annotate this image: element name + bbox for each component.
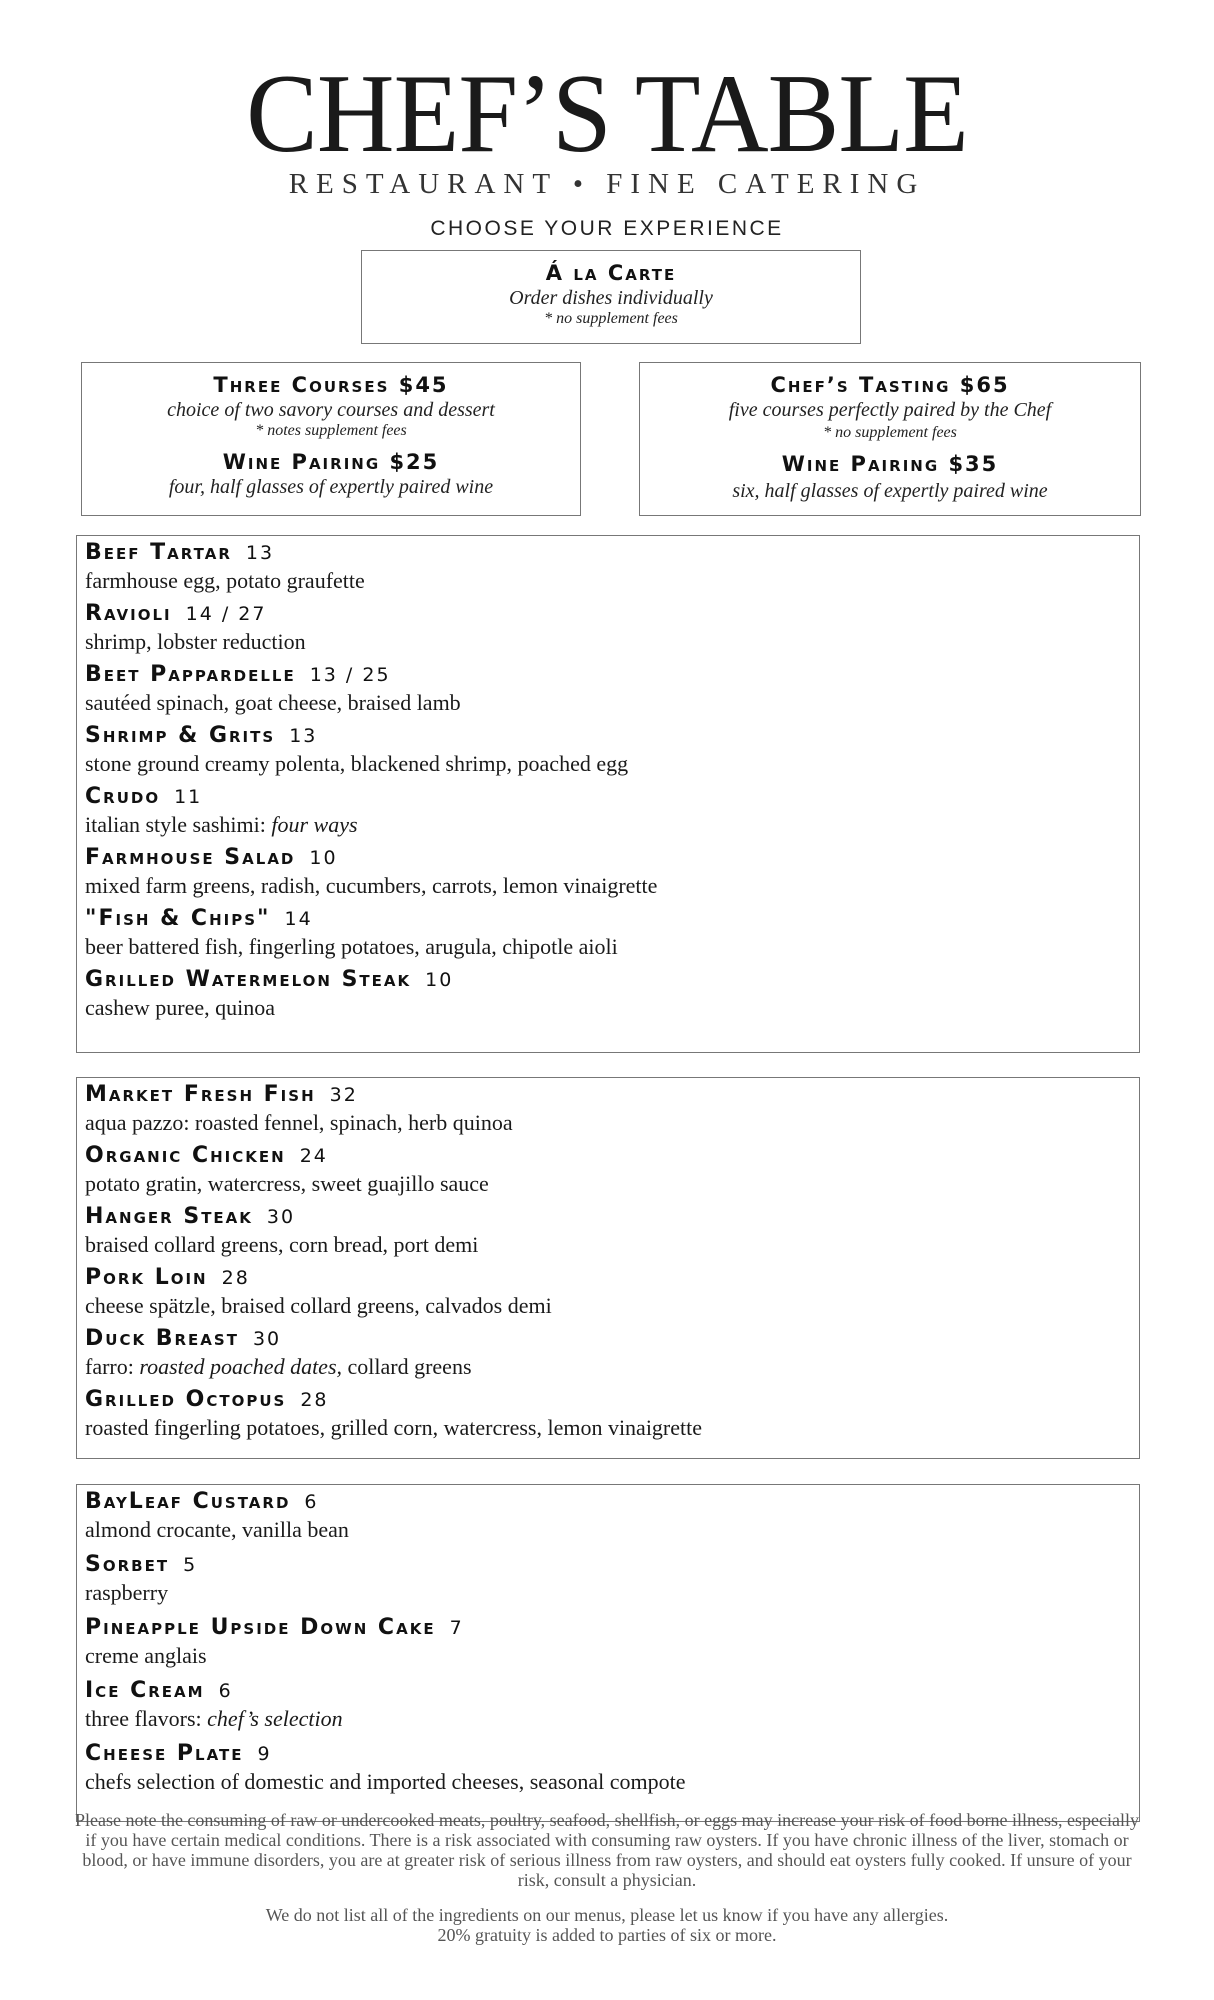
menu-item-price: 7 <box>449 1617 464 1639</box>
menu-item <box>85 1143 1131 1198</box>
menu-item-header <box>85 1204 1131 1230</box>
menu-item-price: 14 <box>284 908 313 930</box>
menu-item <box>85 1678 1131 1733</box>
menu-item-header <box>85 662 1131 688</box>
food-safety-disclaimer: Please note the consuming of raw or undercooked meats, poultry, seafood, shellfish, or eggs may increase your risk of food borne illness, especially if you have certain medical conditions. There is a risk associated with consuming raw oysters. If you have chronic illness of the liver, stomach or blood, or have immune disorders, you are at greater risk of serious illness from raw oysters, and should eat oysters fully cooked. If unsure of your risk, consult a physician. <box>74 1810 1140 1890</box>
menu-item-description-text: cashew puree, quinoa <box>85 995 275 1020</box>
restaurant-logo: CHEF’S TABLE <box>246 52 968 176</box>
menu-item-header <box>85 906 1131 932</box>
menu-item-description <box>85 566 1131 595</box>
chefs-tasting-desc: five courses perfectly paired by the Chef <box>728 399 1052 421</box>
menu-item-name: Market Fresh Fish <box>85 1082 316 1107</box>
menu-item-name: Sorbet <box>85 1552 170 1577</box>
menu-item <box>85 1615 1131 1670</box>
starters-section <box>76 535 1140 1053</box>
menu-item-name: Beet Pappardelle <box>85 662 296 687</box>
menu-item-description <box>85 1704 1131 1733</box>
menu-item-header <box>85 1678 1131 1704</box>
menu-item-description-text: potato gratin, watercress, sweet guajillo sauce <box>85 1171 489 1196</box>
starters-list <box>85 540 1131 1022</box>
menu-item-price: 10 <box>309 847 338 869</box>
menu-item-description <box>85 932 1131 961</box>
menu-item-description-text: creme anglais <box>85 1643 207 1668</box>
gratuity-note: 20% gratuity is added to parties of six or more. <box>437 1925 777 1945</box>
three-courses-wine-title: Wine Pairing $25 <box>222 450 440 474</box>
menu-item-description-text: sautéed spinach, goat cheese, braised lamb <box>85 690 461 715</box>
menu-item-price: 5 <box>183 1554 198 1576</box>
menu-item-price: 9 <box>257 1743 272 1765</box>
menu-item-header <box>85 784 1131 810</box>
menu-item-header <box>85 723 1131 749</box>
menu-item-header <box>85 1143 1131 1169</box>
menu-item-description <box>85 1169 1131 1198</box>
menu-item-header <box>85 540 1131 566</box>
chefs-tasting-note: * no supplement fees <box>823 424 957 441</box>
menu-item-price: 10 <box>425 969 454 991</box>
menu-item-description <box>85 1108 1131 1137</box>
menu-item-description <box>85 1352 1131 1381</box>
alacarte-title: Á la Carte <box>545 261 677 285</box>
menu-item-description <box>85 1230 1131 1259</box>
menu-item-description-italic: roasted poached dates, <box>139 1354 343 1379</box>
menu-item-header <box>85 1326 1131 1352</box>
menu-item-header <box>85 1082 1131 1108</box>
alacarte-box <box>361 250 861 344</box>
menu-item-price: 30 <box>252 1328 282 1350</box>
menu-item-description <box>85 1641 1131 1670</box>
menu-item <box>85 601 1131 656</box>
menu-item-name: Farmhouse Salad <box>85 845 296 870</box>
menu-item-price: 13 <box>245 542 275 564</box>
three-courses-desc: choice of two savory courses and dessert <box>167 399 495 421</box>
three-courses-note: * notes supplement fees <box>255 422 407 439</box>
menu-item-description-text: shrimp, lobster reduction <box>85 629 306 654</box>
menu-item-name: "Fish & Chips" <box>85 906 271 931</box>
menu-item-description-text: almond crocante, vanilla bean <box>85 1517 349 1542</box>
menu-item-description <box>85 1578 1131 1607</box>
menu-item-header <box>85 1615 1131 1641</box>
menu-item <box>85 1082 1131 1137</box>
menu-item-price: 6 <box>304 1491 319 1513</box>
menu-item <box>85 662 1131 717</box>
menu-item-description-text: beer battered fish, fingerling potatoes, arugula, chipotle aioli <box>85 934 618 959</box>
chefs-tasting-wine-desc: six, half glasses of expertly paired wine <box>732 480 1048 502</box>
menu-item-description-text: cheese spätzle, braised collard greens, calvados demi <box>85 1293 552 1318</box>
menu-item-description-text: roasted fingerling potatoes, grilled corn, watercress, lemon vinaigrette <box>85 1415 703 1440</box>
menu-item <box>85 1552 1131 1607</box>
menu-item-description-italic: chef’s selection <box>207 1706 343 1731</box>
menu-item-description <box>85 871 1131 900</box>
menu-item-header <box>85 1265 1131 1291</box>
menu-item-header <box>85 601 1131 627</box>
chefs-tasting-title: Chef’s Tasting $65 <box>770 373 1010 397</box>
menu-item-price: 11 <box>174 786 203 808</box>
menu-item-header <box>85 1552 1131 1578</box>
allergy-note: We do not list all of the ingredients on our menus, please let us know if you have any allergies. <box>265 1905 949 1925</box>
menu-item-description-text: raspberry <box>85 1580 169 1605</box>
menu-item-name: Pineapple Upside Down Cake <box>85 1615 436 1640</box>
menu-item-description-text: italian style sashimi: <box>85 812 272 837</box>
menu-item-description <box>85 810 1131 839</box>
restaurant-subtitle: RESTAURANT • FINE CATERING <box>288 168 926 200</box>
menu-item-name: Beef Tartar <box>85 540 232 565</box>
menu-item-price: 28 <box>300 1389 329 1411</box>
menu-item-description <box>85 993 1131 1022</box>
menu-item-name: BayLeaf Custard <box>85 1489 291 1514</box>
menu-item <box>85 723 1131 778</box>
alacarte-note: * no supplement fees <box>544 310 678 327</box>
menu-item <box>85 1204 1131 1259</box>
menu-item-header <box>85 967 1131 993</box>
menu-item-name: Cheese Plate <box>85 1741 244 1766</box>
menu-item-description-italic: four ways <box>271 812 358 837</box>
menu-item-header <box>85 845 1131 871</box>
menu-item-description <box>85 688 1131 717</box>
menu-item-description-text: braised collard greens, corn bread, port demi <box>85 1232 479 1257</box>
menu-item-description <box>85 1413 1131 1442</box>
menu-item-name: Crudo <box>85 784 161 809</box>
menu-item <box>85 1489 1131 1544</box>
menu-item-price: 24 <box>299 1145 328 1167</box>
menu-item-price: 28 <box>221 1267 250 1289</box>
menu-item-description-text: farmhouse egg, potato graufette <box>85 568 365 593</box>
menu-item-description-text: mixed farm greens, radish, cucumbers, carrots, lemon vinaigrette <box>85 873 658 898</box>
mains-section <box>76 1077 1140 1459</box>
menu-item <box>85 1265 1131 1320</box>
three-courses-box <box>81 362 581 516</box>
three-courses-wine-desc: four, half glasses of expertly paired wine <box>168 476 494 498</box>
menu-item-header <box>85 1387 1131 1413</box>
menu-item <box>85 784 1131 839</box>
menu-item-header <box>85 1489 1131 1515</box>
menu-item-description-text: chefs selection of domestic and imported cheeses, seasonal compote <box>85 1769 686 1794</box>
menu-item <box>85 1326 1131 1381</box>
menu-item-price: 14 / 27 <box>185 603 267 625</box>
menu-item-description <box>85 1291 1131 1320</box>
menu-item-price: 13 / 25 <box>309 664 391 686</box>
desserts-section <box>76 1484 1140 1822</box>
menu-item-price: 30 <box>266 1206 296 1228</box>
menu-item <box>85 1387 1131 1442</box>
chefs-tasting-box <box>639 362 1141 516</box>
menu-item-name: Ice Cream <box>85 1678 205 1703</box>
menu-item-header <box>85 1741 1131 1767</box>
menu-item-name: Grilled Octopus <box>85 1387 287 1412</box>
menu-item <box>85 540 1131 595</box>
menu-item-name: Shrimp & Grits <box>85 723 276 748</box>
mains-list <box>85 1082 1131 1442</box>
alacarte-desc: Order dishes individually <box>509 287 713 309</box>
menu-item <box>85 1741 1131 1796</box>
menu-item-name: Duck Breast <box>85 1326 239 1351</box>
choose-experience-heading: CHOOSE YOUR EXPERIENCE <box>430 217 784 240</box>
menu-item-name: Organic Chicken <box>85 1143 286 1168</box>
menu-item <box>85 906 1131 961</box>
chefs-tasting-wine-title: Wine Pairing $35 <box>781 452 999 476</box>
menu-item-name: Hanger Steak <box>85 1204 253 1229</box>
three-courses-title: Three Courses $45 <box>213 373 449 397</box>
menu-item-price: 32 <box>329 1084 358 1106</box>
menu-item-name: Ravioli <box>85 601 172 626</box>
menu-item <box>85 967 1131 1022</box>
menu-item <box>85 845 1131 900</box>
menu-item-price: 13 <box>289 725 318 747</box>
desserts-list <box>85 1489 1131 1796</box>
menu-item-description-text: three flavors: <box>85 1706 208 1731</box>
menu-item-price: 6 <box>218 1680 233 1702</box>
menu-item-description <box>85 749 1131 778</box>
menu-item-description-text: aqua pazzo: roasted fennel, spinach, herb quinoa <box>85 1110 513 1135</box>
menu-item-description <box>85 1515 1131 1544</box>
footer-notes <box>70 1905 1144 1945</box>
menu-item-name: Pork Loin <box>85 1265 208 1290</box>
menu-item-description-text: stone ground creamy polenta, blackened shrimp, poached egg <box>85 751 629 776</box>
menu-item-description <box>85 627 1131 656</box>
menu-item-name: Grilled Watermelon Steak <box>85 967 412 992</box>
menu-item-description-text: farro: <box>85 1354 140 1379</box>
menu-item-description <box>85 1767 1131 1796</box>
menu-item-description-tail: collard greens <box>342 1354 472 1379</box>
